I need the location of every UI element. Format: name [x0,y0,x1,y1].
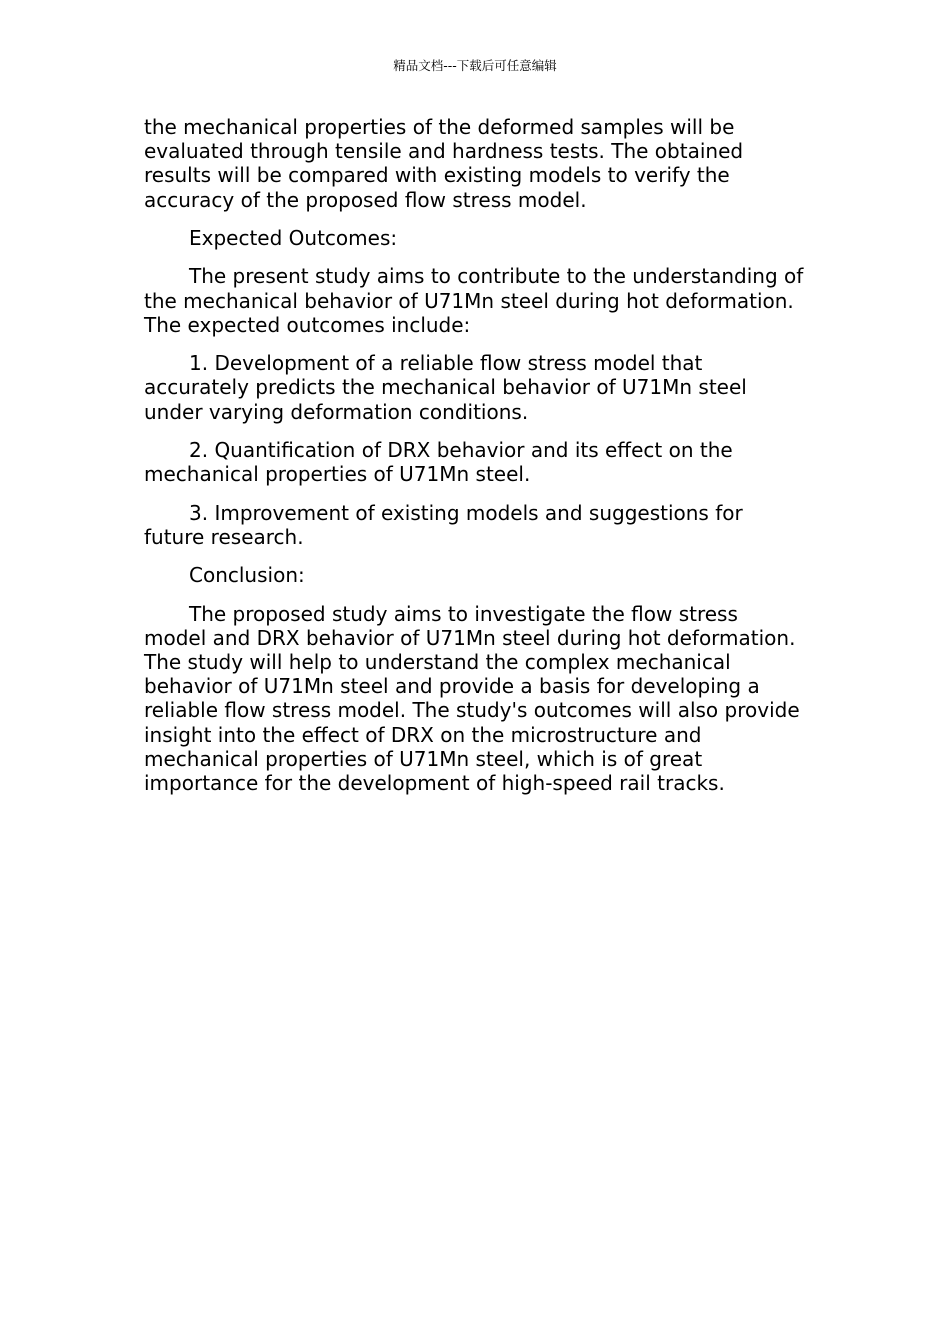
paragraph-outcomes-intro: The present study aims to contribute to the understanding of the mechanical behavior of U71Mn steel during hot deformation. The expected outcomes include: [144,264,804,337]
document-body [144,115,804,809]
paragraph-conclusion: The proposed study aims to investigate the flow stress model and DRX behavior of U71Mn steel during hot deformation. The study will help to understand the complex mechanical behavior of U71Mn steel and provide a basis for developing a reliable flow stress model. The study's outcomes will also provide insight into the effect of DRX on the microstructure and mechanical properties of U71Mn steel, which is of great importance for the development of high-speed rail tracks. [144,601,800,795]
list-item-outcome-2: 2. Quantification of DRX behavior and its effect on the mechanical properties of U71Mn steel. [144,437,733,487]
paragraph-continuation: the mechanical properties of the deformed samples will be evaluated through tensile and hardness tests. The obtained results will be compared with existing models to verify the accuracy of the proposed flow stress model. [144,115,744,212]
heading-conclusion: Conclusion: [189,563,305,588]
heading-expected-outcomes: Expected Outcomes: [189,226,398,250]
list-item-outcome-3: 3. Improvement of existing models and suggestions for future research. [144,500,743,549]
page-header: 精品文档---下载后可任意编辑 [393,58,557,73]
list-item-outcome-1: 1. Development of a reliable flow stress model that accurately predicts the mechanical behavior of U71Mn steel under varying deformation conditions. [144,351,747,424]
